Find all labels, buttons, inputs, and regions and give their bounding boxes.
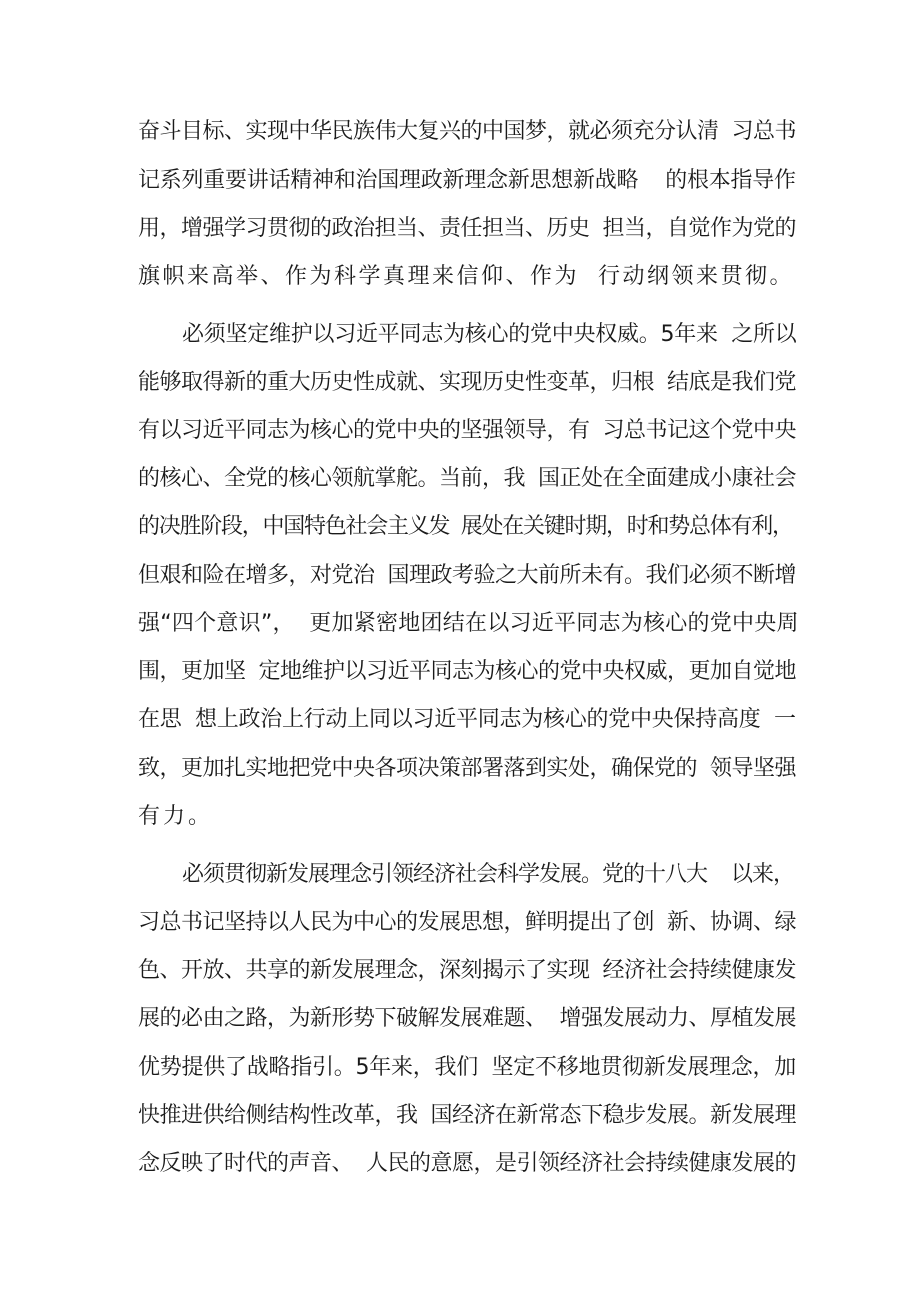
paragraph-3-line-7: 念反映了时代的声音、 人民的意愿，是引领经济社会持续健康发展的 — [138, 1151, 796, 1176]
paragraph-3-line-3: 色、开放、共享的新发展理念，深刻揭示了实现 经济社会持续健康发 — [138, 958, 796, 983]
paragraph-2-line-3: 有以习近平同志为核心的党中央的坚强领导，有 习总书记这个党中央 — [138, 418, 796, 443]
paragraph-3-line-4: 展的必由之路，为新形势下破解发展难题、 增强发展动力、厚植发展 — [138, 1006, 796, 1031]
paragraph-1-line-1: 奋斗目标、实现中华民族伟大复兴的中国梦，就必须充分认清 习总书 — [138, 119, 796, 144]
paragraph-1-line-2: 记系列重要讲话精神和治国理政新理念新思想新战略 的根本指导作 — [138, 168, 796, 193]
paragraph-1-line-3: 用，增强学习贯彻的政治担当、责任担当、历史 担当，自觉作为党的 — [138, 216, 796, 241]
paragraph-3-line-2: 习总书记坚持以人民为中心的发展思想，鲜明提出了创 新、协调、绿 — [138, 910, 796, 935]
paragraph-2-line-11: 有力。 — [138, 804, 214, 829]
paragraph-2-line-1: 必须坚定维护以习近平同志为核心的党中央权威。5年来 之所以 — [182, 322, 797, 347]
paragraph-2-line-4: 的核心、全党的核心领航掌舵。当前，我 国正处在全面建成小康社会 — [138, 466, 796, 491]
paragraph-3-line-6: 快推进供给侧结构性改革，我 国经济在新常态下稳步发展。新发展理 — [138, 1103, 796, 1128]
paragraph-2-line-7: 强“四个意识”， 更加紧密地团结在以习近平同志为核心的党中央周 — [138, 611, 799, 636]
paragraph-2-line-9: 在思 想上政治上行动上同以习近平同志为核心的党中央保持高度 一 — [138, 707, 796, 732]
paragraph-1-line-4: 旗帜来高举、作为科学真理来信仰、作为 行动纲领来贯彻。 — [138, 264, 794, 289]
paragraph-3-line-5: 优势提供了战略指引。5年来，我们 坚定不移地贯彻新发展理念，加 — [138, 1055, 796, 1080]
paragraph-2-line-2: 能够取得新的重大历史性成就、实现历史性变革，归根 结底是我们党 — [138, 370, 796, 395]
paragraph-2-line-5: 的决胜阶段，中国特色社会主义发 展处在关键时期，时和势总体有利， — [138, 514, 793, 539]
paragraph-3-line-1: 必须贯彻新发展理念引领经济社会科学发展。党的十八大 以来， — [182, 862, 794, 887]
paragraph-2-line-8: 围，更加坚 定地维护以习近平同志为核心的党中央权威，更加自觉地 — [138, 659, 796, 684]
paragraph-2-line-10: 致，更加扎实地把党中央各项决策部署落到实处，确保党的 领导坚强 — [138, 756, 796, 781]
paragraph-2-line-6: 但艰和险在增多，对党治 国理政考验之大前所未有。我们必须不断增 — [138, 563, 796, 588]
